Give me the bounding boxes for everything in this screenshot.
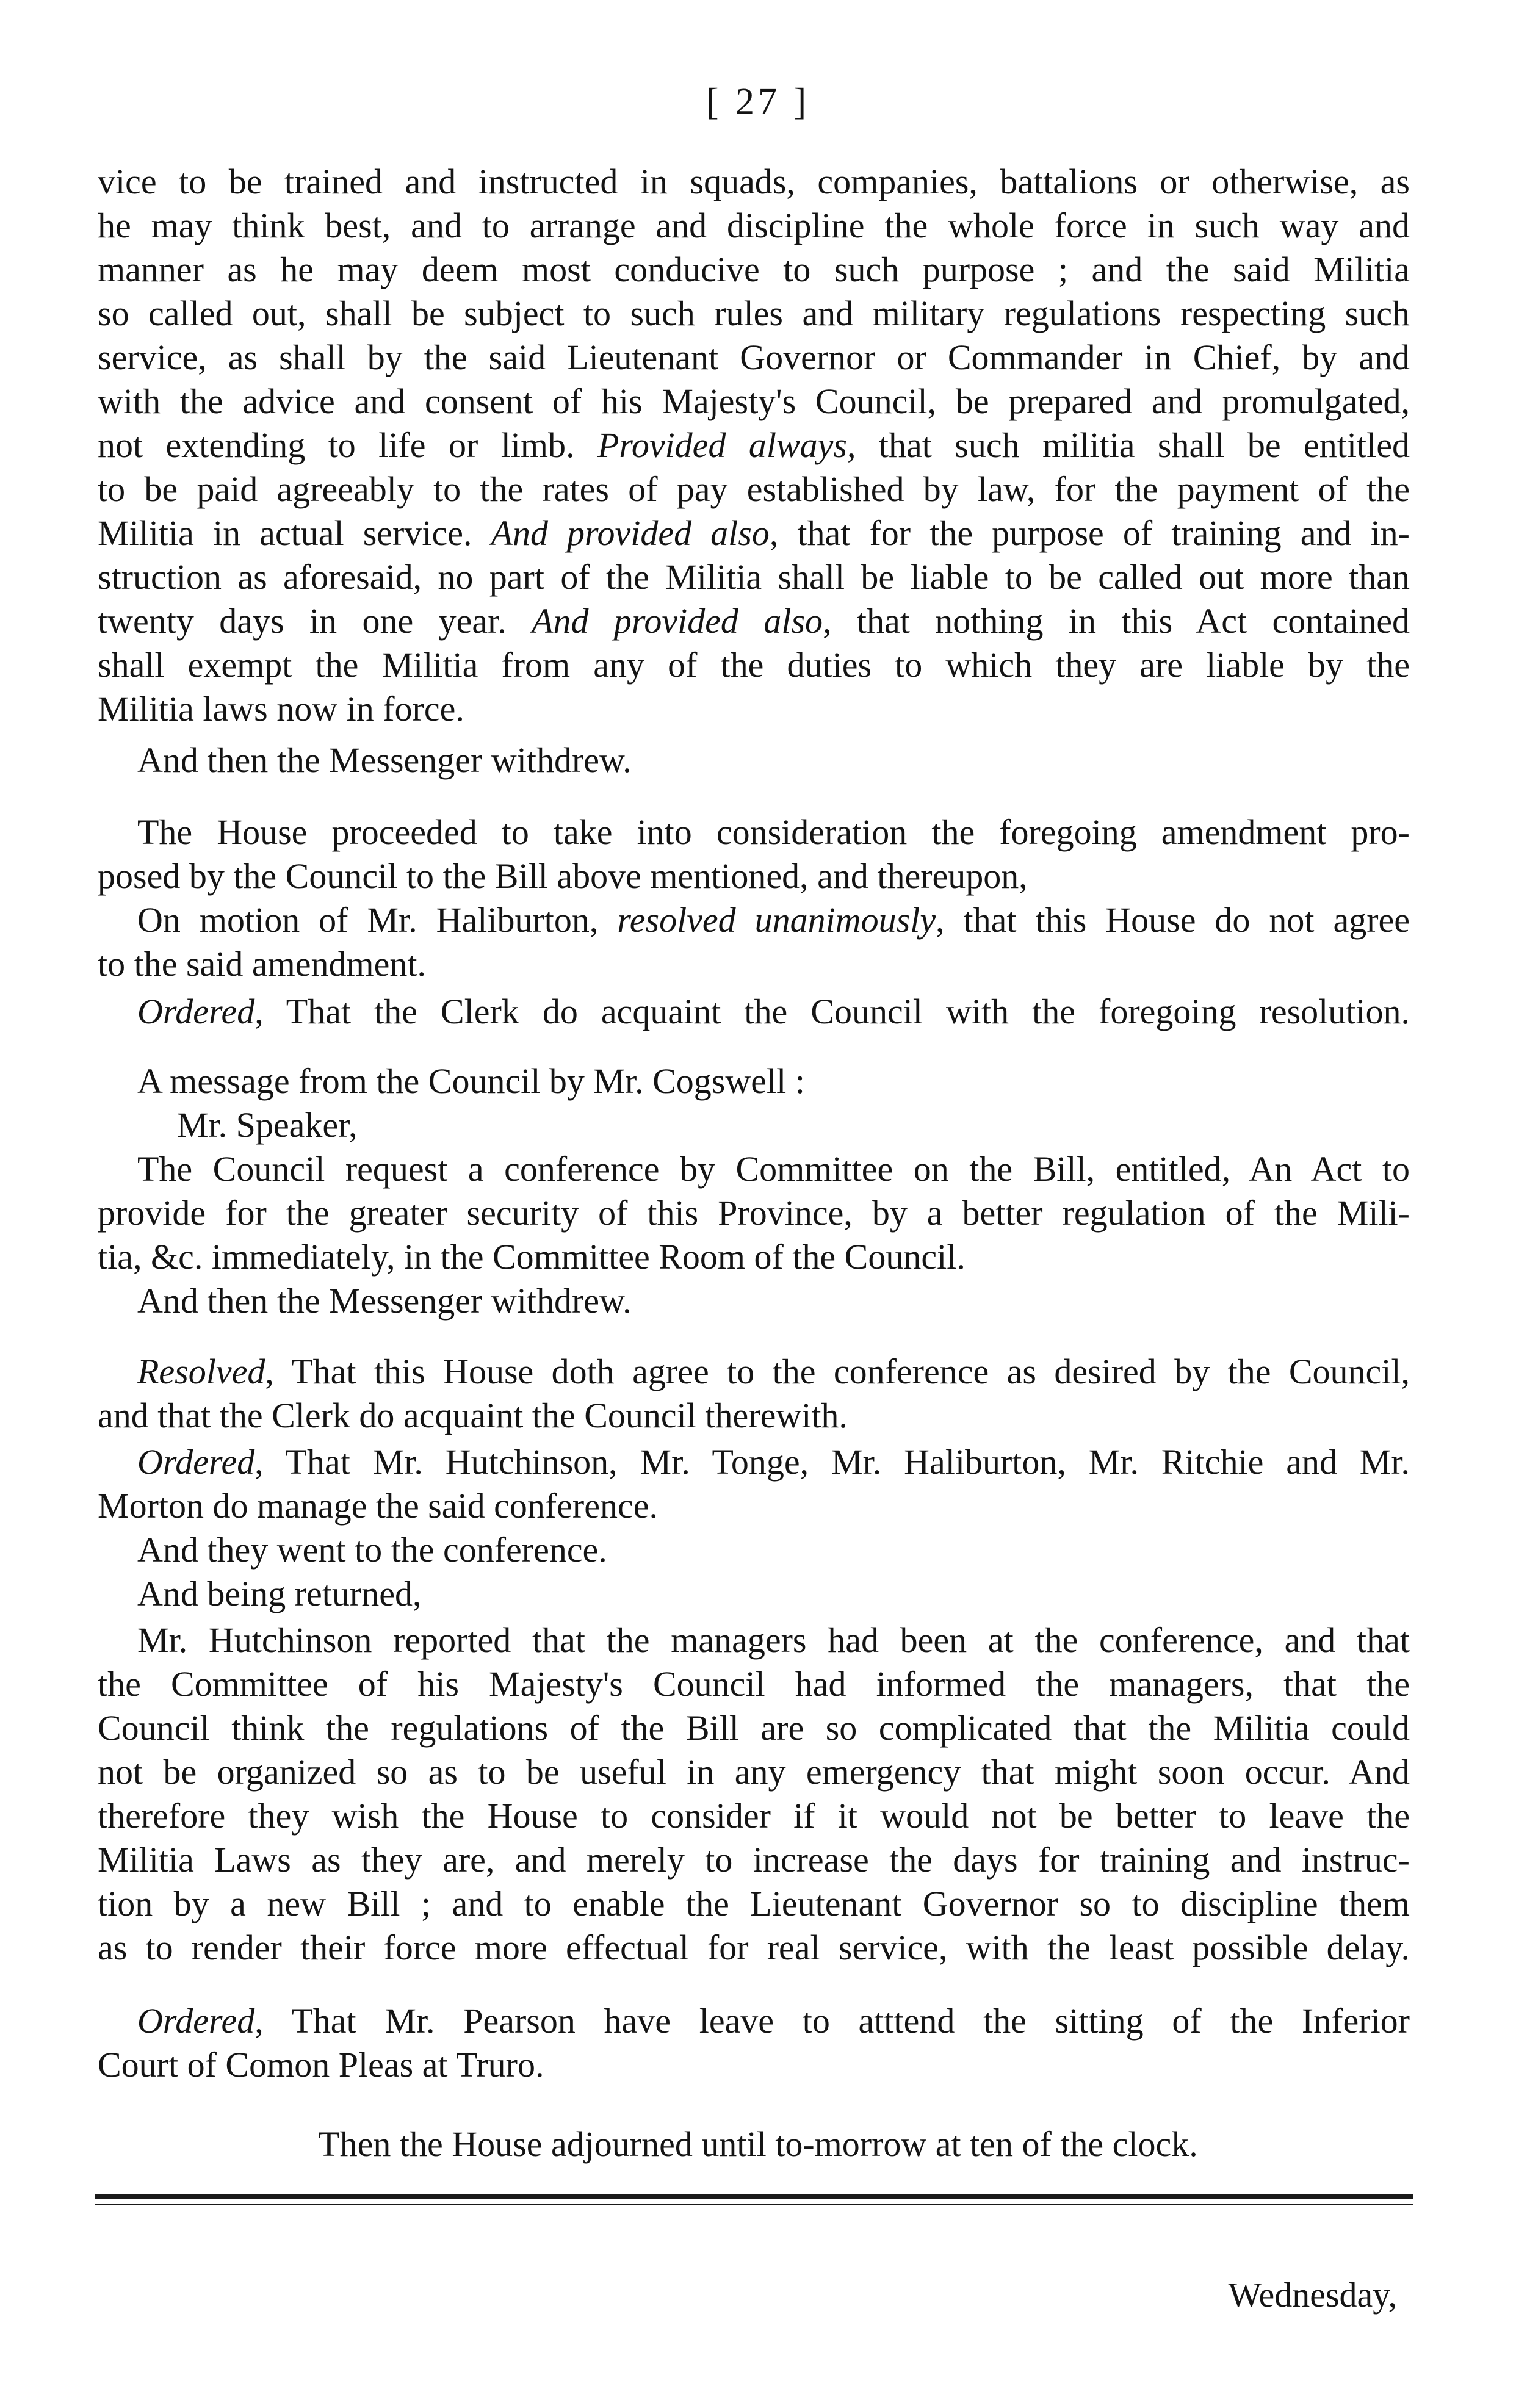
text-line: Ordered, That Mr. Hutchinson, Mr. Tonge, Mr. Haliburton, Mr. Ritchie and Mr. xyxy=(137,1442,1410,1482)
text-line: The House proceeded to take into consideration the foregoing amendment pro- xyxy=(137,812,1410,852)
text-line: Council think the regulations of the Bill are so complicated that the Militia could xyxy=(98,1708,1410,1748)
text-line: Militia in actual service. And provided also, that for the purpose of training and in- xyxy=(98,513,1410,553)
text-line: provide for the greater security of this Province, by a better regulation of the Mili- xyxy=(98,1193,1410,1233)
text-line: he may think best, and to arrange and discipline the whole force in such way and xyxy=(98,206,1410,245)
text-line: to be paid agreeably to the rates of pay established by law, for the payment of the xyxy=(98,469,1410,509)
text-line: Mr. Speaker, xyxy=(177,1105,358,1145)
text-line: and that the Clerk do acquaint the Council therewith. xyxy=(98,1396,848,1435)
text-line: the Committee of his Majesty's Council had informed the managers, that the xyxy=(98,1664,1410,1704)
text-line: A message from the Council by Mr. Cogswell : xyxy=(137,1061,805,1101)
page-number: [ 27 ] xyxy=(706,81,810,123)
text-line: struction as aforesaid, no part of the Militia shall be liable to be called out more than xyxy=(98,557,1410,597)
page-rule-thin xyxy=(95,2204,1413,2205)
text-line: Ordered, That the Clerk do acquaint the Council with the foregoing resolution. xyxy=(137,992,1410,1031)
text-line: On motion of Mr. Haliburton, resolved unanimously, that this House do not agree xyxy=(137,900,1410,940)
text-line: And then the Messenger withdrew. xyxy=(137,740,632,780)
text-line: service, as shall by the said Lieutenant Governor or Commander in Chief, by and xyxy=(98,337,1410,377)
text-line: to the said amendment. xyxy=(98,944,426,984)
text-line: with the advice and consent of his Majesty's Council, be prepared and promulgated, xyxy=(98,381,1410,421)
text-line: manner as he may deem most conducive to such purpose ; and the said Militia xyxy=(98,250,1410,289)
text-line: tion by a new Bill ; and to enable the Lieutenant Governor so to discipline them xyxy=(98,1884,1410,1923)
text-line: twenty days in one year. And provided also, that nothing in this Act contained xyxy=(98,601,1410,641)
text-line: not be organized so as to be useful in any emergency that might soon occur. And xyxy=(98,1752,1410,1792)
text-line: Resolved, That this House doth agree to the conference as desired by the Council, xyxy=(137,1352,1410,1391)
adjournment-line: Then the House adjourned until to-morrow at ten of the clock. xyxy=(318,2124,1198,2164)
text-line: Ordered, That Mr. Pearson have leave to atttend the sitting of the Inferior xyxy=(137,2001,1410,2041)
text-line: And then the Messenger withdrew. xyxy=(137,1281,632,1321)
text-line: Militia laws now in force. xyxy=(98,689,464,729)
text-line: Mr. Hutchinson reported that the managers had been at the conference, and that xyxy=(137,1620,1410,1660)
text-line: Morton do manage the said conference. xyxy=(98,1486,658,1526)
text-line: shall exempt the Militia from any of the duties to which they are liable by the xyxy=(98,645,1410,685)
text-line: vice to be trained and instructed in squads, companies, battalions or otherwise, as xyxy=(98,162,1410,201)
text-line: as to render their force more effectual for real service, with the least possible delay. xyxy=(98,1928,1410,1967)
text-line: Court of Comon Pleas at Truro. xyxy=(98,2045,544,2085)
catchword: Wednesday, xyxy=(1228,2275,1397,2315)
page-rule xyxy=(95,2194,1413,2199)
text-line: not extending to life or limb. Provided always, that such militia shall be entitled xyxy=(98,425,1410,465)
text-line: posed by the Council to the Bill above mentioned, and thereupon, xyxy=(98,856,1028,896)
text-line: so called out, shall be subject to such rules and military regulations respecting such xyxy=(98,294,1410,333)
text-line: therefore they wish the House to consider if it would not be better to leave the xyxy=(98,1796,1410,1836)
text-line: tia, &c. immediately, in the Committee Room of the Council. xyxy=(98,1237,966,1277)
text-line: And they went to the conference. xyxy=(137,1530,607,1570)
text-line: Militia Laws as they are, and merely to increase the days for training and instruc- xyxy=(98,1840,1410,1880)
text-line: And being returned, xyxy=(137,1574,422,1613)
text-line: The Council request a conference by Committee on the Bill, entitled, An Act to xyxy=(137,1149,1410,1189)
